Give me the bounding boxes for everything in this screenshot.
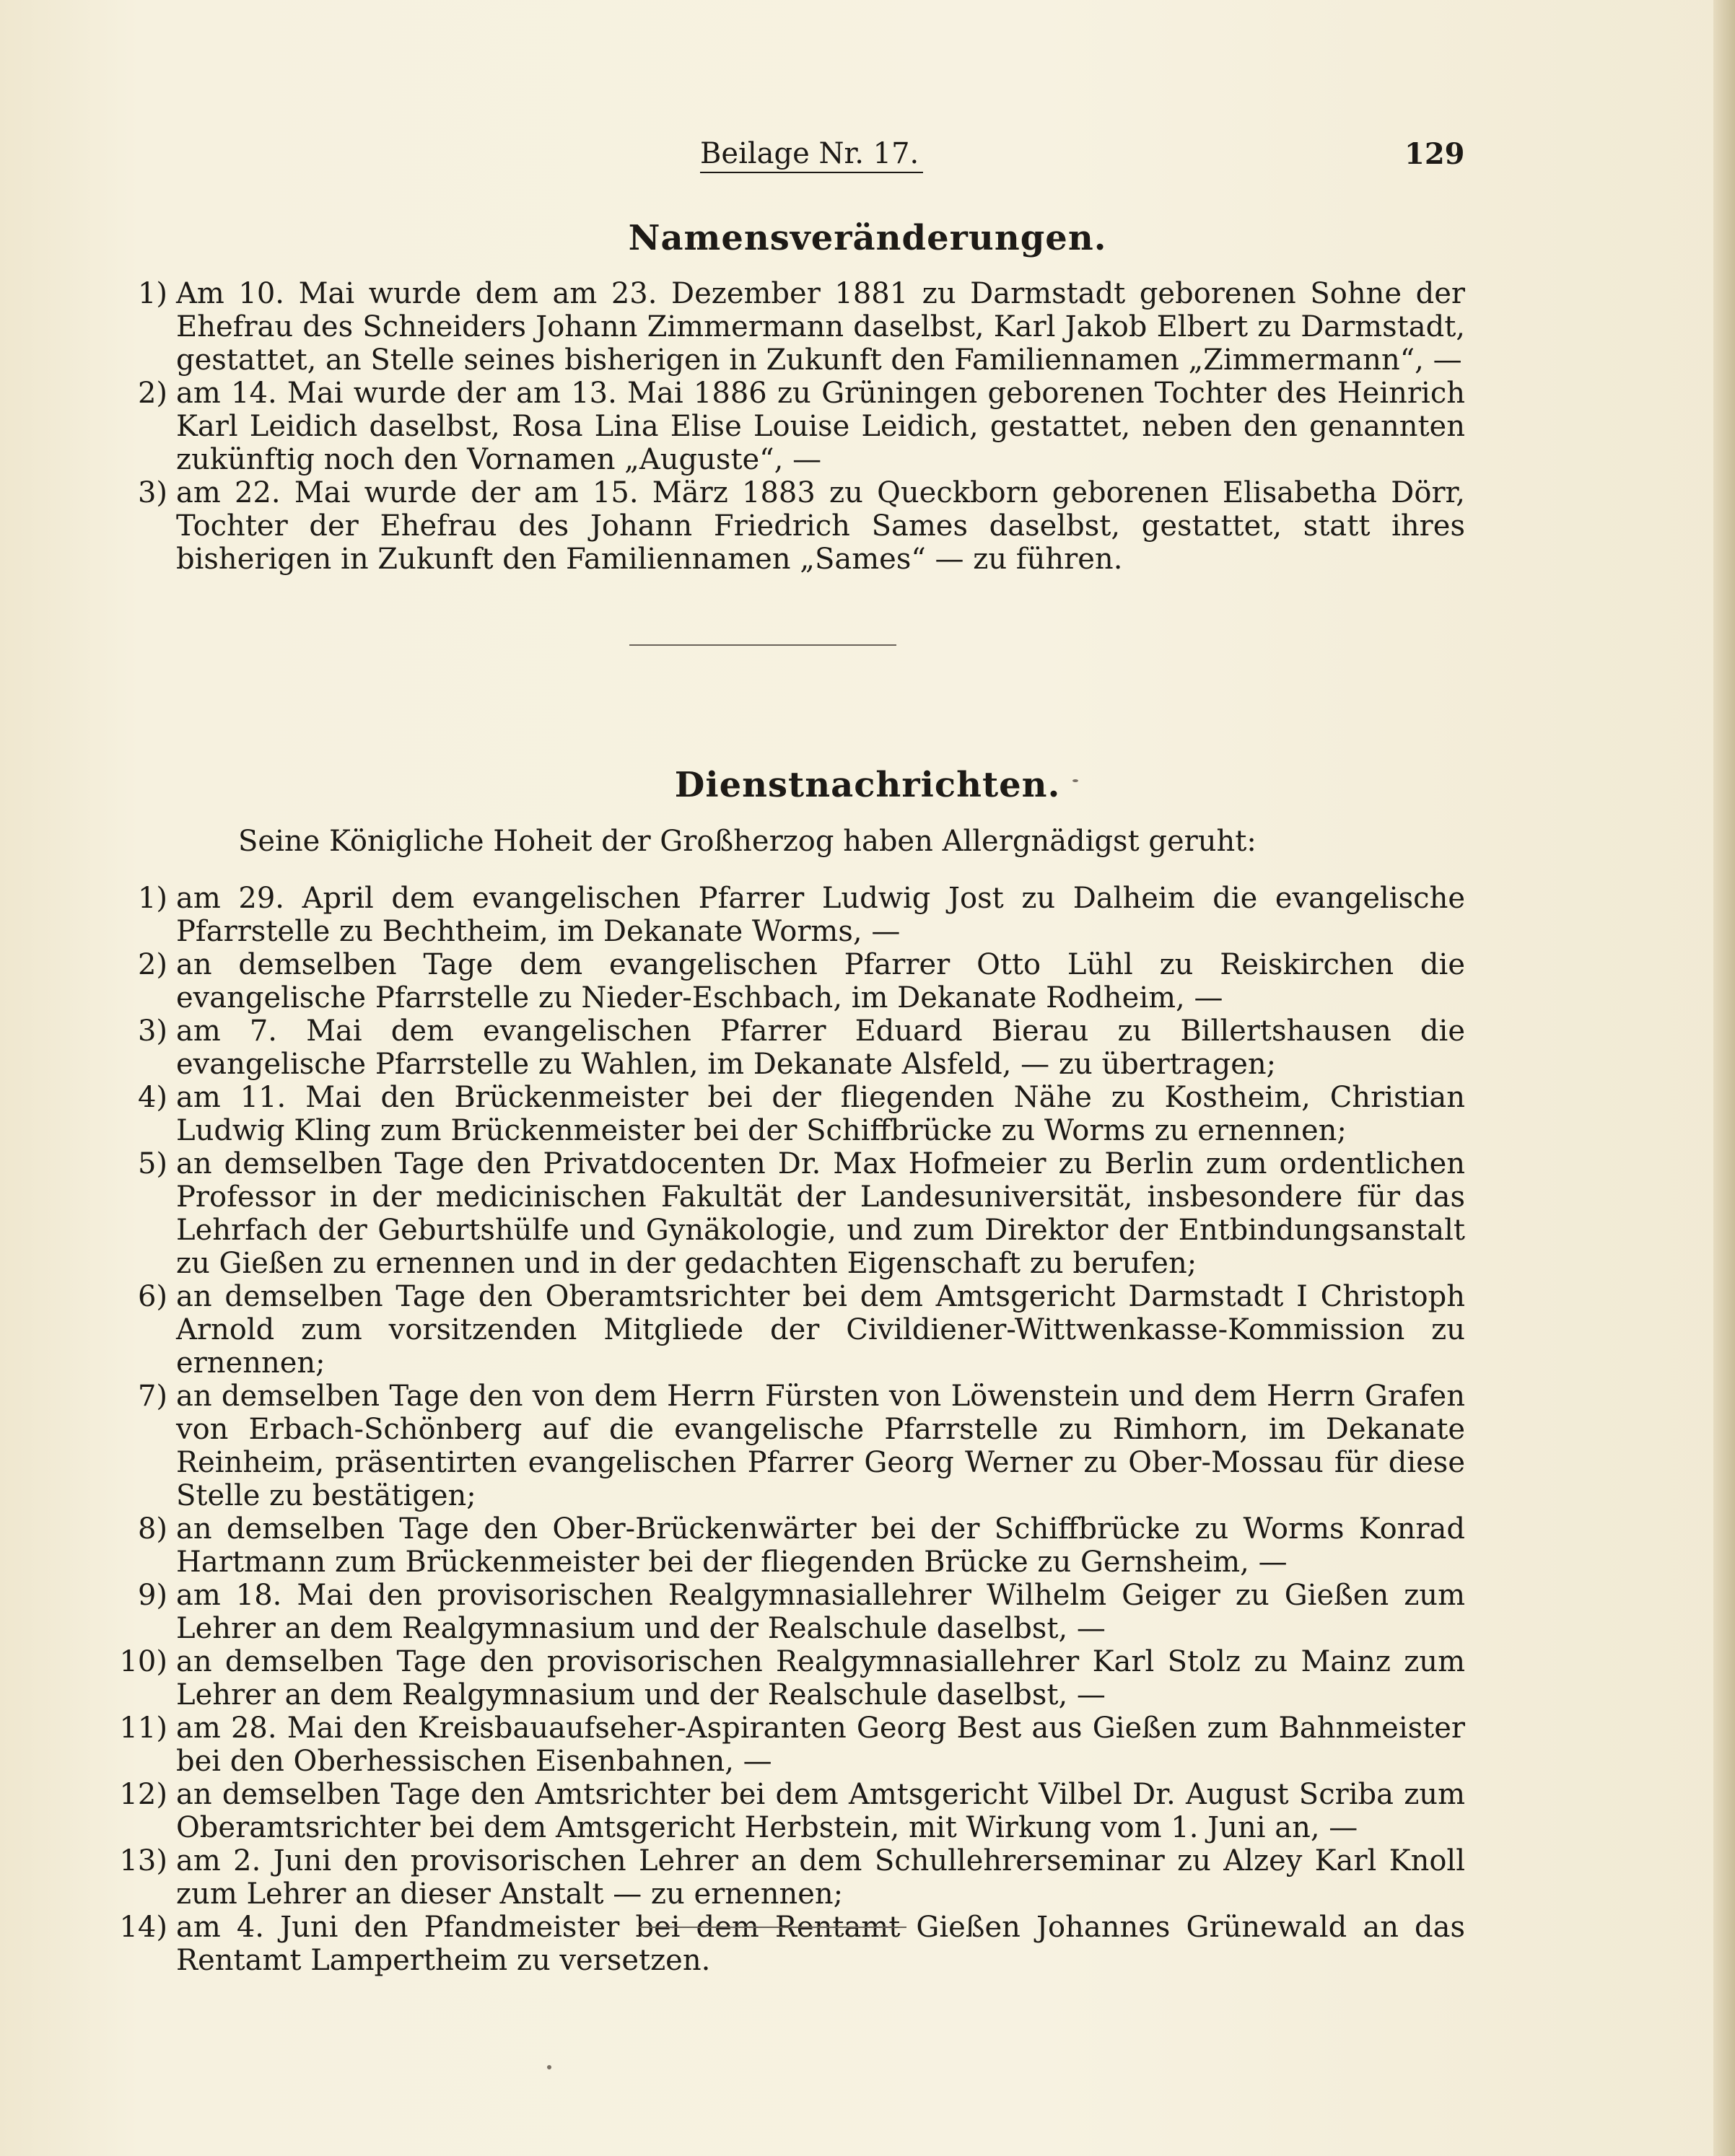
list-item	[115, 1911, 1465, 1977]
item-number: 9)	[137, 1579, 167, 1612]
item-text: am 29. April dem evangelischen Pfarrer Ludwig Jost zu Dalheim die evangelische Pfarrstelle zu Bechtheim, im Dekanate Worms, —	[176, 882, 1465, 948]
section-intro: Seine Königliche Hoheit der Großherzog haben Allergnädigst geruht:	[238, 825, 1257, 858]
item-text: an demselben Tage den von dem Herrn Fürsten von Löwenstein und dem Herrn Grafen von Erbach-Schönberg auf die evangelische Pfarrstelle zu Rimhorn, im Dekanate Reinheim, präsentirten evangelischen Pfarrer Georg Werner zu Ober-Mossau für diese Stelle zu bestätigen;	[176, 1380, 1465, 1512]
item-text: am 14. Mai wurde der am 13. Mai 1886 zu Grüningen geborenen Tochter des Heinrich Karl Leidich daselbst, Rosa Lina Elise Louise Leidich, gestattet, neben den genannten zukünftig noch den Vornamen „Auguste“, —	[176, 377, 1465, 476]
section-title-dienstnachrichten: Dienstnachrichten.	[674, 765, 1061, 805]
list-item	[115, 1015, 1465, 1081]
list-item	[115, 1280, 1465, 1380]
item-number: 1)	[137, 882, 167, 915]
item-number: 3)	[137, 476, 167, 509]
list-item	[115, 1579, 1465, 1645]
page-number: 129	[1404, 137, 1465, 171]
item-text: an demselben Tage den Amtsrichter bei dem Amtsgericht Vilbel Dr. August Scriba zum Oberamtsrichter bei dem Amtsgericht Herbstein, mit Wirkung vom 1. Juni an, —	[176, 1778, 1465, 1844]
name-change-list	[115, 277, 1465, 576]
item-text: am 28. Mai den Kreisbauaufseher-Aspiranten Georg Best aus Gießen zum Bahnmeister bei den Oberhessischen Eisenbahnen, —	[176, 1712, 1465, 1778]
list-item	[115, 948, 1465, 1015]
item-number: 2)	[137, 948, 167, 981]
item-text: Am 10. Mai wurde dem am 23. Dezember 1881 zu Darmstadt geborenen Sohne der Ehefrau des Schneiders Johann Zimmermann daselbst, Karl Jakob Elbert zu Darmstadt, gestattet, an Stelle seines bisherigen in Zukunft den Familiennamen „Zimmermann“, —	[176, 277, 1465, 377]
item-number: 7)	[137, 1380, 167, 1413]
item-text: an demselben Tage den provisorischen Realgymnasiallehrer Karl Stolz zu Mainz zum Lehrer an dem Realgymnasium und der Realschule daselbst, —	[176, 1645, 1465, 1712]
section-divider	[629, 644, 896, 646]
list-item	[115, 1712, 1465, 1778]
item-number: 5)	[137, 1147, 167, 1180]
item-number: 8)	[137, 1512, 167, 1546]
item-text: an demselben Tage dem evangelischen Pfarrer Otto Lühl zu Reiskirchen die evangelische Pfarrstelle zu Nieder-Eschbach, im Dekanate Rodheim, —	[176, 948, 1465, 1015]
item-number: 1)	[137, 277, 167, 310]
section-title-namensveraenderungen: Namensveränderungen.	[628, 218, 1107, 258]
item-text: am 22. Mai wurde der am 15. März 1883 zu Queckborn geborenen Elisabetha Dörr, Tochter der Ehefrau des Johann Friedrich Sames daselbst, gestattet, statt ihres bisherigen in Zukunft den Familiennamen „Sames“ — zu führen.	[176, 476, 1465, 576]
ink-dot	[547, 2065, 551, 2069]
item-text: an demselben Tage den Oberamtsrichter bei dem Amtsgericht Darmstadt I Christoph Arnold zum vorsitzenden Mitgliede der Civildiener-Wittwenkasse-Kommission zu ernennen;	[176, 1280, 1465, 1380]
list-item	[115, 1380, 1465, 1512]
item-number: 4)	[137, 1081, 167, 1114]
service-news-list	[115, 882, 1465, 1977]
item-number: 10)	[119, 1645, 167, 1678]
list-item	[115, 1081, 1465, 1147]
list-item	[115, 882, 1465, 948]
ink-smudge	[1072, 779, 1078, 782]
list-item	[115, 1147, 1465, 1280]
item-text: am 11. Mai den Brückenmeister bei der fliegenden Nähe zu Kostheim, Christian Ludwig Kling zum Brückenmeister bei der Schiffbrücke zu Worms zu ernennen;	[176, 1081, 1465, 1147]
list-item	[115, 1844, 1465, 1911]
closing-divider	[639, 1927, 906, 1928]
list-item	[115, 476, 1465, 576]
item-number: 3)	[137, 1015, 167, 1048]
list-item	[115, 1512, 1465, 1579]
item-number: 11)	[119, 1712, 167, 1745]
item-number: 12)	[119, 1778, 167, 1811]
item-number: 2)	[137, 377, 167, 410]
list-item	[115, 1645, 1465, 1712]
item-text: am 4. Juni den Pfandmeister bei dem Rentamt Gießen Johannes Grünewald an das Rentamt Lampertheim zu versetzen.	[176, 1911, 1465, 1977]
item-text: am 7. Mai dem evangelischen Pfarrer Eduard Bierau zu Billertshausen die evangelische Pfarrstelle zu Wahlen, im Dekanate Alsfeld, — zu übertragen;	[176, 1015, 1465, 1081]
running-head: Beilage Nr. 17.	[700, 137, 923, 173]
list-item	[115, 377, 1465, 476]
page-edge-shadow	[1713, 0, 1735, 2156]
item-text: an demselben Tage den Ober-Brückenwärter bei der Schiffbrücke zu Worms Konrad Hartmann zum Brückenmeister bei der fliegenden Brücke zu Gernsheim, —	[176, 1512, 1465, 1579]
item-number: 6)	[137, 1280, 167, 1313]
item-text: am 2. Juni den provisorischen Lehrer an dem Schullehrerseminar zu Alzey Karl Knoll zum Lehrer an dieser Anstalt — zu ernennen;	[176, 1844, 1465, 1911]
page-header	[0, 137, 1735, 180]
item-text: an demselben Tage den Privatdocenten Dr. Max Hofmeier zu Berlin zum ordentlichen Professor in der medicinischen Fakultät der Landesuniversität, insbesondere für das Lehrfach der Geburtshülfe und Gynäkologie, und zum Direktor der Entbindungsanstalt zu Gießen zu ernennen und in der gedachten Eigenschaft zu berufen;	[176, 1147, 1465, 1280]
list-item	[115, 277, 1465, 377]
item-number: 14)	[119, 1911, 167, 1944]
list-item	[115, 1778, 1465, 1844]
item-text: am 18. Mai den provisorischen Realgymnasiallehrer Wilhelm Geiger zu Gießen zum Lehrer an dem Realgymnasium und der Realschule daselbst, —	[176, 1579, 1465, 1645]
item-number: 13)	[119, 1844, 167, 1877]
